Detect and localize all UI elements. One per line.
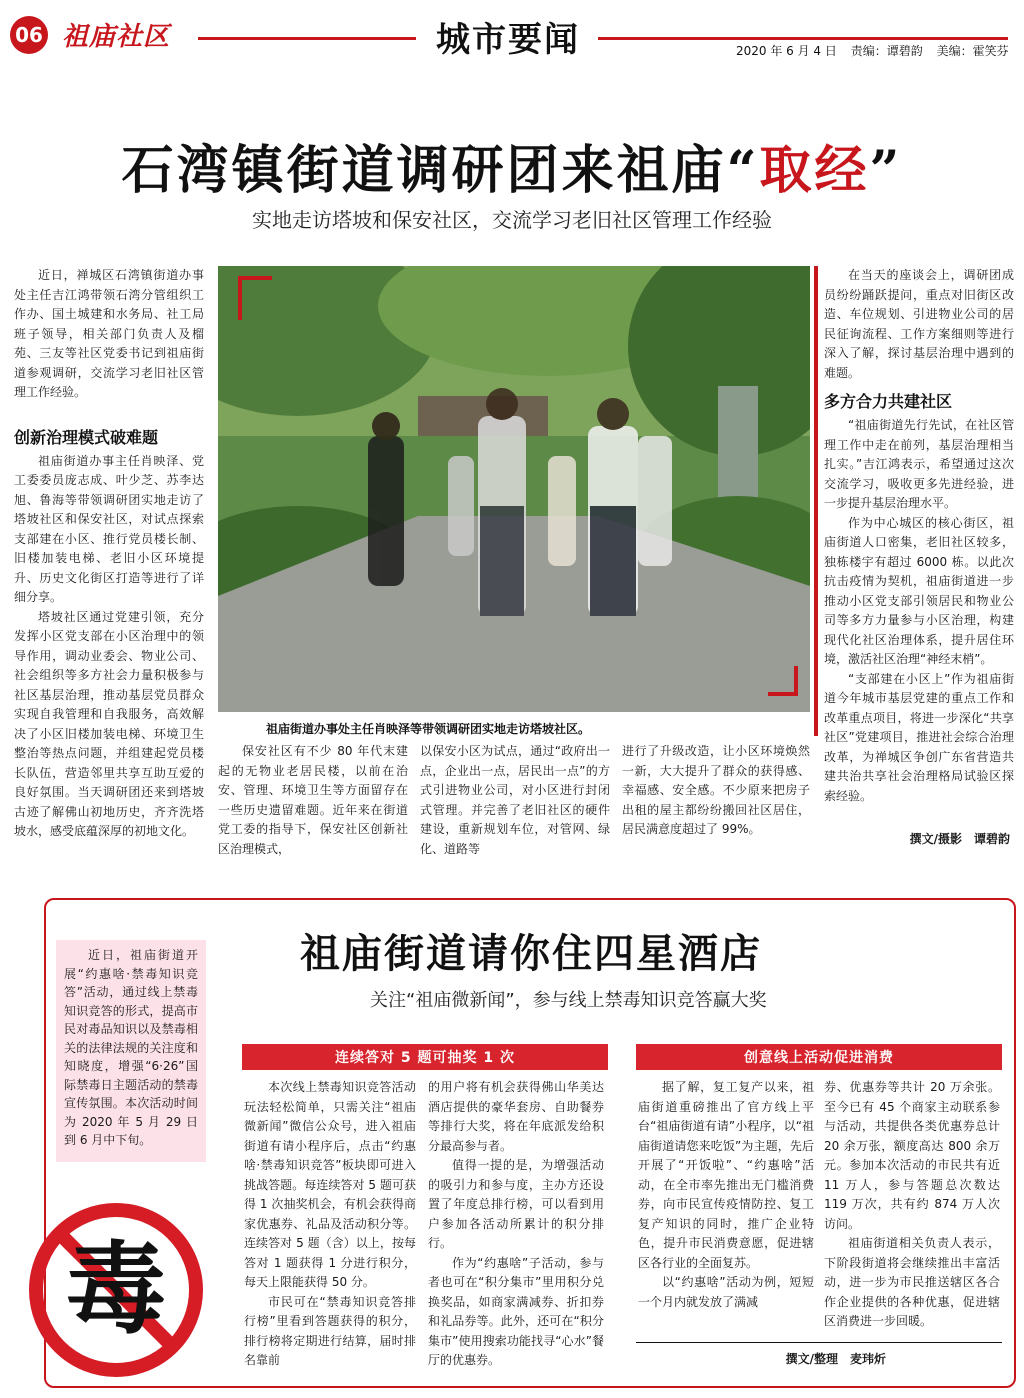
story2-col-b-para-1: 的用户将有机会获得佛山华美达酒店提供的豪华套房、自助餐券等排行大奖，将在年底派发给积分最高参与者。 — [428, 1080, 604, 1153]
story1-heading-2: 多方合力共建社区 — [824, 392, 953, 411]
story2-subhead: 关注“祖庙微新闻”，参与线上禁毒知识竞答赢大奖 — [370, 990, 767, 1011]
story2-bar-2: 创意线上活动促进消费 — [636, 1044, 1002, 1070]
story1-para-2: 塔坡社区通过党建引领，充分发挥小区党支部在小区治理中的领导作用，调动业委会、物业公司、社会组织等多方社会力量积极参与社区基层治理，推动基层党员群众实现自我管理和自我服务，高效解决了小区旧楼加装电梯、环境卫生整治等热点问题，并组建起党员楼长队伍，营造邻里共享互助互爱的良好氛围。当天调研团还来到塔坡古迹了解佛山初地历史，齐齐洗塔坡水，感受底蕴深厚的初地文化。 — [14, 609, 204, 838]
story2-column-a — [244, 1078, 416, 1371]
story1-photo — [218, 266, 810, 712]
story1-headline-main: 石湾镇街道调研团来祖庙“ — [121, 140, 760, 201]
story1-byline: 撰文/摄影 谭碧韵 — [909, 832, 1010, 846]
story2-column-d — [824, 1078, 1000, 1332]
story1-left-column — [14, 266, 204, 842]
story1-lead: 近日，禅城区石湾镇街道办事处主任吉江鸿带领石湾分管组织工作办、国土城建和水务局、社工局班子领导，相关部门负责人及榴苑、三友等社区党委书记到祖庙街道参观调研，交流学习老旧社区管理工作经验。 — [14, 268, 204, 399]
story2-byline: 撰文/整理 麦玮炘 — [785, 1352, 886, 1366]
story2-col-a-para-1: 本次线上禁毒知识竞答活动玩法轻松简单，只需关注“祖庙微新闻”微信公众号，进入祖庙街道有请小程序后，点击“约惠啥·禁毒知识竞答”板块即可进入挑战答题。每连续答对 5 题可获得 1 次抽奖机会，有机会获得商家优惠券、礼品及活动积分等。连续答对 5 题（含）以上，按每答对 1 题获得 1 分进行积分，每天上限能获得 50 分。 — [244, 1080, 416, 1289]
story1-para-3a: 保安社区有不少 80 年代末建起的无物业老居民楼，以前在治安、管理、环境卫生等方面留存在一些历史遗留难题。近年来在街道党工委的指导下，保安社区创新社区治理模式， — [218, 744, 408, 856]
issue-meta — [736, 42, 1009, 59]
story1-headline — [0, 128, 1024, 203]
story2-column-c — [638, 1078, 814, 1312]
story1-heading-1: 创新治理模式破难题 — [14, 427, 159, 447]
story2-col-d-para-2: 祖庙街道相关负责人表示，下阶段街道将会继续推出丰富活动，进一步为市民推送辖区各合作企业提供的各种优惠，促进辖区消费进一步回暖。 — [824, 1236, 1000, 1328]
story1-para-3b: 以保安小区为试点，通过“政府出一点，企业出一点，居民出一点”的方式引进物业公司，对小区进行封闭式管理。并完善了老旧社区的硬件建设，重新规划车位，对管网、绿化、道路等 — [420, 744, 610, 856]
photo-bracket-bottom-right — [768, 666, 798, 696]
story2-col-c-para-2: 以“约惠啥”活动为例，短短一个月内就发放了满减 — [638, 1275, 814, 1309]
story2-col-b-para-2: 值得一提的是，为增强活动的吸引力和参与度，主办方还设置了年度总排行榜，可以看到用户参加各活动所累计的积分排行。 — [428, 1158, 604, 1250]
story2-byline-rule — [636, 1342, 1002, 1343]
story2-col-c-para-1: 据了解，复工复产以来，祖庙街道重磅推出了官方线上平台“祖庙街道有请”小程序，以“祖庙街道请您来吃饭”为主题，先后开展了“开饭啦”、“约惠啥”活动，在全市率先推出无门槛消费券，向市民宣传疫情防控、复工复产知识的同时，推广企业特色，提升市民消费意愿，促进辖区各行业的全面复苏。 — [638, 1080, 814, 1270]
story1-mid-column-3 — [622, 742, 810, 840]
story2-bar-1: 连续答对 5 题可抽奖 1 次 — [242, 1044, 608, 1070]
story2-col-d-para-1: 券、优惠券等共计 20 万余张。至今已有 45 个商家主动联系参与活动，共提供各类优惠券总计 20 余万张，额度高达 800 余万元。参加本次活动的市民共有近 11 万人，参与答题总次数达 119 万次，共有约 874 万人次访问。 — [824, 1080, 1000, 1231]
page-number: 06 — [10, 16, 48, 54]
story1-right-column — [824, 266, 1014, 806]
issue-date: 2020 年 6 月 4 日 — [736, 44, 837, 58]
photo-bracket-top-left — [238, 276, 272, 320]
story1-mid-column-1 — [218, 742, 408, 859]
story1-para-1: 祖庙街道办事主任肖映泽、党工委委员庞志成、叶少芝、苏李达旭、鲁海等带领调研团实地走访了塔坡社区和保安社区，对试点探索支部建在小区、推行党员楼长制、旧楼加装电梯、老旧小区环境提升、历史文化街区打造等进行了详细分享。 — [14, 453, 204, 604]
story1-photo-caption: 祖庙街道办事处主任肖映泽等带领调研团实地走访塔坡社区。 — [266, 722, 591, 736]
editor-credit: 责编：谭碧韵 — [850, 44, 923, 58]
story2-intro: 近日，祖庙街道开展“约惠啥·禁毒知识竞答”活动，通过线上禁毒知识竞答的形式，提高市民对毒品知识以及禁毒相关的法律法规的关注度和知晓度，增强“6·26”国际禁毒日主题活动的禁毒宣传氛围。本次活动时间为 2020 年 5 月 29 日到 6 月中下旬。 — [64, 948, 198, 1147]
story1-para-3c: 进行了升级改造，让小区环境焕然一新，大大提升了群众的获得感、幸福感、安全感。不少原来把房子出租的屋主都纷纷搬回社区居住，居民满意度超过了 99%。 — [622, 744, 810, 836]
story1-para-6: 作为中心城区的核心街区，祖庙街道人口密集，老旧社区较多，独栋楼宇有超过 6000 栋。以此次抗击疫情为契机，祖庙街道进一步推动小区党支部引领居民和物业公司等多方力量参与小区治理，构建现代化社区治理体系，提升居住环境，激活社区治理“神经末梢”。 — [824, 515, 1014, 666]
story2-headline: 祖庙街道请你住四星酒店 — [300, 930, 762, 977]
story1-para-5: “祖庙街道先行先试，在社区管理工作中走在前列，基层治理相当扎实。”吉江鸿表示，希望通过这次交流学习，吸收更多先进经验，进一步提升基层治理水平。 — [824, 418, 1014, 510]
no-drugs-icon-char: 毒 — [66, 1230, 166, 1348]
column-name: 城市要闻 — [436, 20, 580, 60]
story2-intro-box — [56, 940, 206, 1162]
story2-column-b — [428, 1078, 604, 1371]
story1-para-7: “支部建在小区上”作为祖庙街道今年城市基层党建的重点工作和改革重点项目，将进一步深化“共享社区”党建项目，推进社会综合治理改革，为禅城区争创广东省营造共建共治共享社会治理格局试验区探索经验。 — [824, 671, 1014, 803]
story1-subhead: 实地走访塔坡和保安社区，交流学习老旧社区管理工作经验 — [252, 208, 772, 232]
story2-col-b-para-3: 作为“约惠啥”子活动，参与者也可在“积分集市”里用积分兑换奖品，如商家满减券、折扣券和礼品券等。此外，还可在“积分集市”使用搜索功能找寻“心水”餐厅的优惠券。 — [428, 1255, 604, 1367]
art-editor-credit: 美编：霍笑芬 — [936, 44, 1009, 58]
story1-mid-column-2 — [420, 742, 610, 859]
no-drugs-icon — [22, 1196, 210, 1384]
section-name: 祖庙社区 — [62, 22, 171, 52]
story1-para-4: 在当天的座谈会上，调研团成员纷纷踊跃提问，重点对旧街区改造、车位规划、引进物业公司的居民征询流程、工作方案细则等进行深入了解，探讨基层治理中遇到的难题。 — [824, 268, 1014, 380]
story1-red-bar — [814, 266, 818, 736]
header-rule-right — [598, 37, 1008, 40]
story1-headline-highlight: 取经 — [759, 140, 870, 201]
story2-col-a-para-2: 市民可在“禁毒知识竞答排行榜”里看到答题获得的积分，排行榜将定期进行结算，届时排名靠前 — [244, 1294, 416, 1367]
story1-headline-end: ” — [869, 140, 903, 201]
header-rule-left — [198, 37, 416, 40]
